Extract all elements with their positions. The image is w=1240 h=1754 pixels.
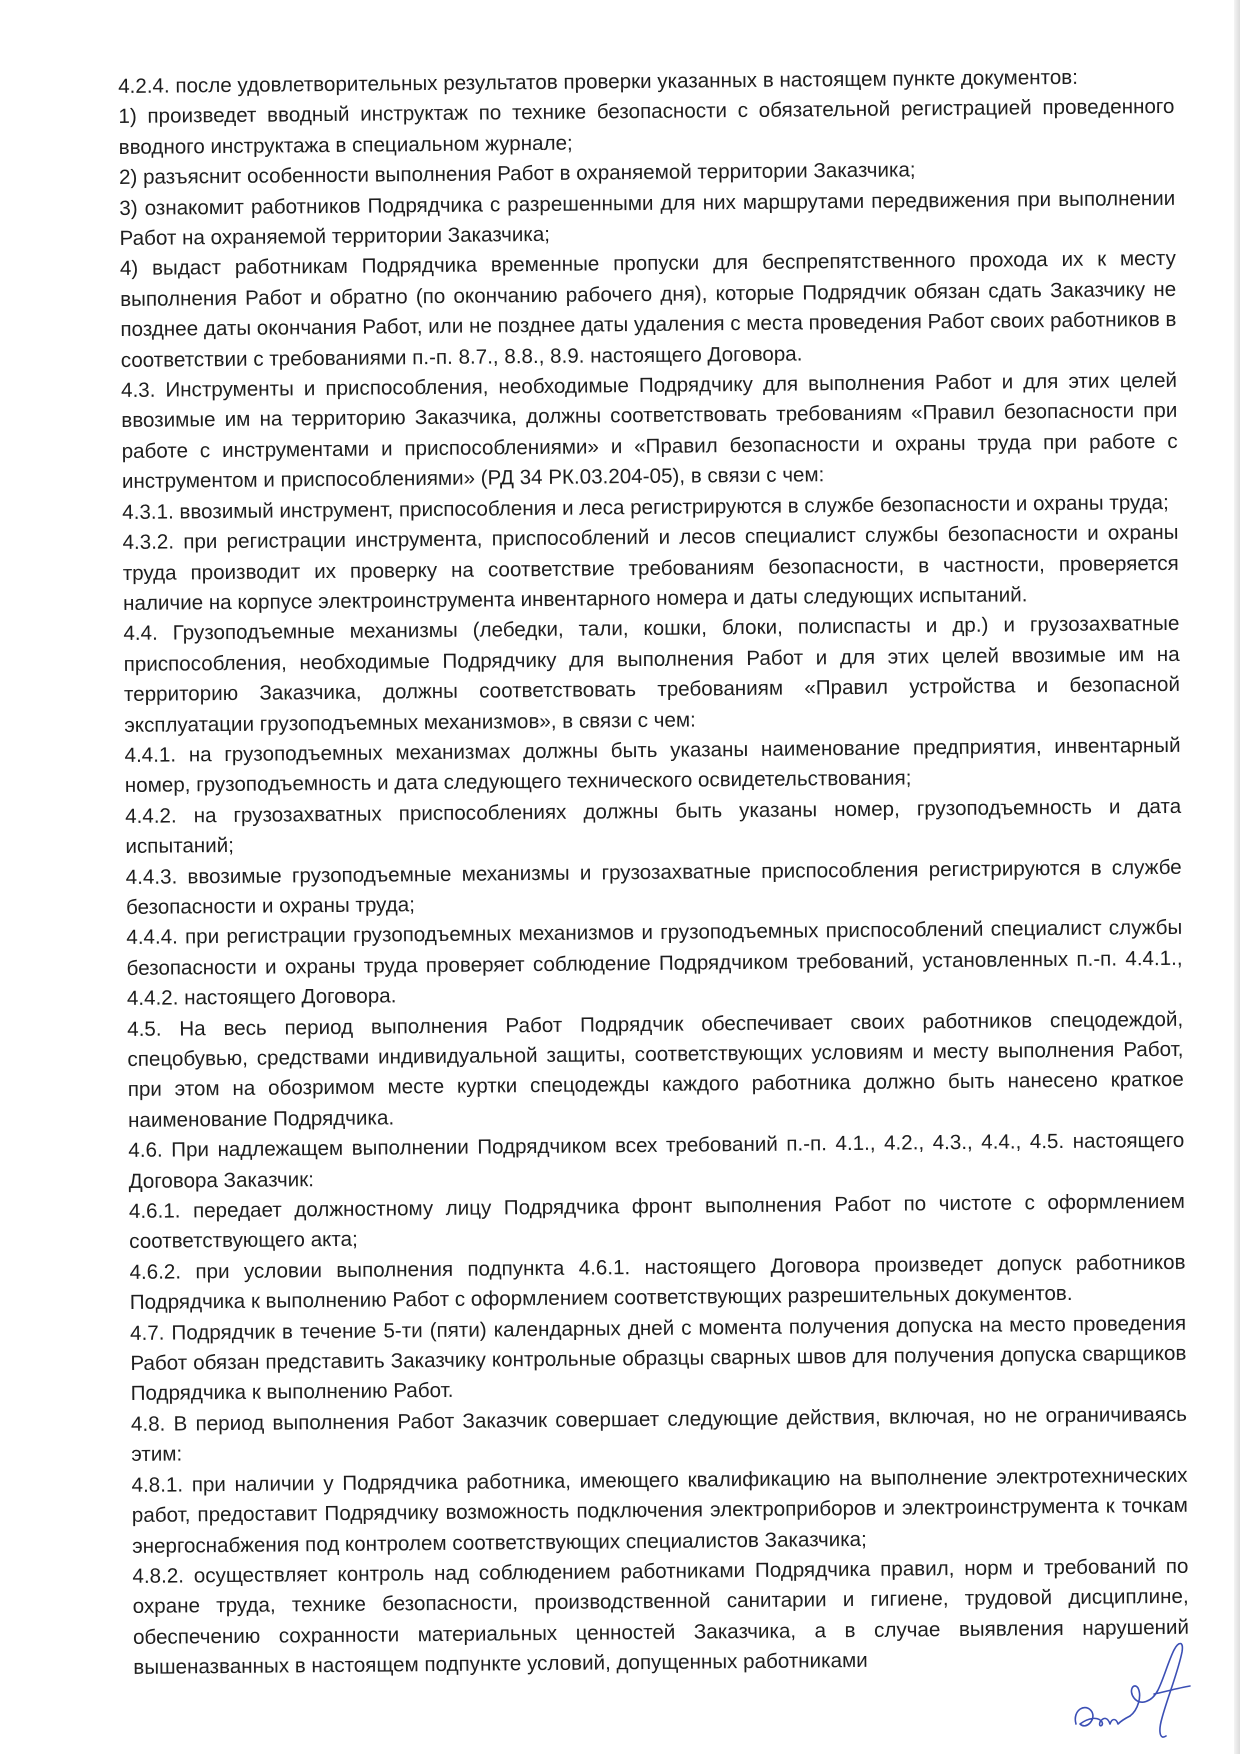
paragraph-4-6-2: 4.6.2. при условии выполнения подпункта 4.6.1. настоящего Договора произведет допуск работников Подрядчика к выполнению Работ с оформлением соответствующих разрешительных документов. [129, 1250, 1186, 1315]
paragraph-item-4: 4) выдаст работникам Подрядчика временные пропуски для беспрепятственного прохода их к месту выполнения Работ и обратно (по окончанию рабочего дня), которые Подрядчик обязан сдать Заказчику не позднее даты окончания Работ, или не позднее даты удаления с места проведения Работ своих работников в соответствии с требованиями п.-п. 8.7., 8.8., 8.9. настоящего Договора. [119, 247, 1177, 372]
paragraph-item-1: 1) произведет вводный инструктаж по технике безопасности с обязательной регистрацией проведенного вводного инструктажа в специальном журнале; [118, 95, 1175, 159]
paragraph-item-2: 2) разъяснит особенности выполнения Работ в охраняемой территории Заказчика; [118, 158, 916, 190]
paragraph-item-3: 3) ознакомит работников Подрядчика с разрешенными для них маршрутами передвижения при выполнении Работ на охраняемой территории Заказчика; [119, 186, 1176, 251]
handwritten-signature [1068, 1632, 1218, 1742]
paragraph-4-3-1: 4.3.1. ввозимый инструмент, приспособления и леса регистрируются в службе безопасности и охраны труда; [122, 490, 1169, 524]
scan-edge [1234, 0, 1240, 1754]
paragraph-4-3: 4.3. Инструменты и приспособления, необходимые Подрядчику для выполнения Работ и для этих целей ввозимые им на территорию Заказчика, должны соответствовать требованиям «Правил безопасности при работе с инструментами и приспособлениями» и «Правил безопасности и охраны труда при работе с инструментом и приспособлениями» (РД 34 РК.03.204-05), в связи с чем: [120, 368, 1178, 494]
paragraph-4-4-1: 4.4.1. на грузоподъемных механизмах должны быть указаны наименование предприятия, инвентарный номер, грузоподъемность и дата следующего технического освидетельствования; [124, 733, 1181, 798]
paragraph-4-6-1: 4.6.1. передает должностному лицу Подрядчика фронт выполнения Работ по чистоте с оформлением соответствующего акта; [128, 1189, 1186, 1254]
paragraph-4-5: 4.5. На весь период выполнения Работ Подрядчик обеспечивает своих работников спецодеждой, спецобувью, средствами индивидуальной защиты, соответствующих условиям и месту выполнения Работ, при этом на обозримом месте куртки спецодежды каждого работника должно быть нанесено краткое наименование Подрядчика. [127, 1007, 1184, 1132]
paragraph-4-4-3: 4.4.3. ввозимые грузоподъемные механизмы и грузозахватные приспособления регистрируются в службе безопасности и охраны труда; [125, 855, 1182, 919]
paragraph-4-4-4: 4.4.4. при регистрации грузоподъемных механизмов и грузоподъемных приспособлений специалист службы безопасности и охраны труда проверяет соблюдение Подрядчиком требований, установленных п.-п. 4.4.1., 4.4.2. настоящего Договора. [126, 916, 1183, 1011]
paragraph-4-8-2: 4.8.2. осуществляет контроль над соблюдением работниками Подрядчика правил, норм и требований по охране труда, технике безопасности, производственной санитарии и гигиене, трудовой дисциплине, обеспечению сохранности материальных ценностей Заказчика, а в случае выявления нарушений вышеназванных в настоящем подпункте условий, допущенных работниками [132, 1554, 1190, 1680]
paragraph-4-8-1: 4.8.1. при наличии у Подрядчика работника, имеющего квалификацию на выполнение электротехнических работ, предоставит Подрядчику возможность подключения электроприборов и электроинструмента к точкам энергоснабжения под контролем соответствующих специалистов Заказчика; [131, 1463, 1188, 1558]
paragraph-4-3-2: 4.3.2. при регистрации инструмента, приспособлений и лесов специалист службы безопасности и охраны труда производит их проверку на соответствие требованиям безопасности, в частности, проверяется наличие на корпусе электроинструмента инвентарного номера и даты следующих испытаний. [122, 520, 1179, 615]
paragraph-4-2-4: 4.2.4. после удовлетворительных результатов проверки указанных в настоящем пункте документов: [118, 65, 1079, 98]
paragraph-4-4: 4.4. Грузоподъемные механизмы (лебедки, тали, кошки, блоки, полиспасты и др.) и грузозахватные приспособления, необходимые Подрядчику для выполнения Работ и для этих целей ввозимые им на территорию Заказчика, должны соответствовать требованиям «Правил устройства и безопасной эксплуатации грузоподъемных механизмов», в связи с чем: [123, 612, 1181, 737]
paragraph-4-8: 4.8. В период выполнения Работ Заказчик совершает следующие действия, включая, но не ограничиваясь этим: [130, 1402, 1188, 1467]
paragraph-4-4-2: 4.4.2. на грузозахватных приспособлениях должны быть указаны номер, грузоподъемность и дата испытаний; [125, 794, 1182, 859]
paragraph-4-7: 4.7. Подрядчик в течение 5-ти (пяти) календарных дней с момента получения допуска на место проведения Работ обязан представить Заказчику контрольные образцы сварных швов для получения допуска сварщиков Подрядчика к выполнению Работ. [129, 1311, 1187, 1406]
paragraph-4-6: 4.6. При надлежащем выполнении Подрядчиком всех требований п.-п. 4.1., 4.2., 4.3., 4.4., 4.5. настоящего Договора Заказчик: [128, 1129, 1185, 1193]
document-body [118, 62, 1189, 1684]
